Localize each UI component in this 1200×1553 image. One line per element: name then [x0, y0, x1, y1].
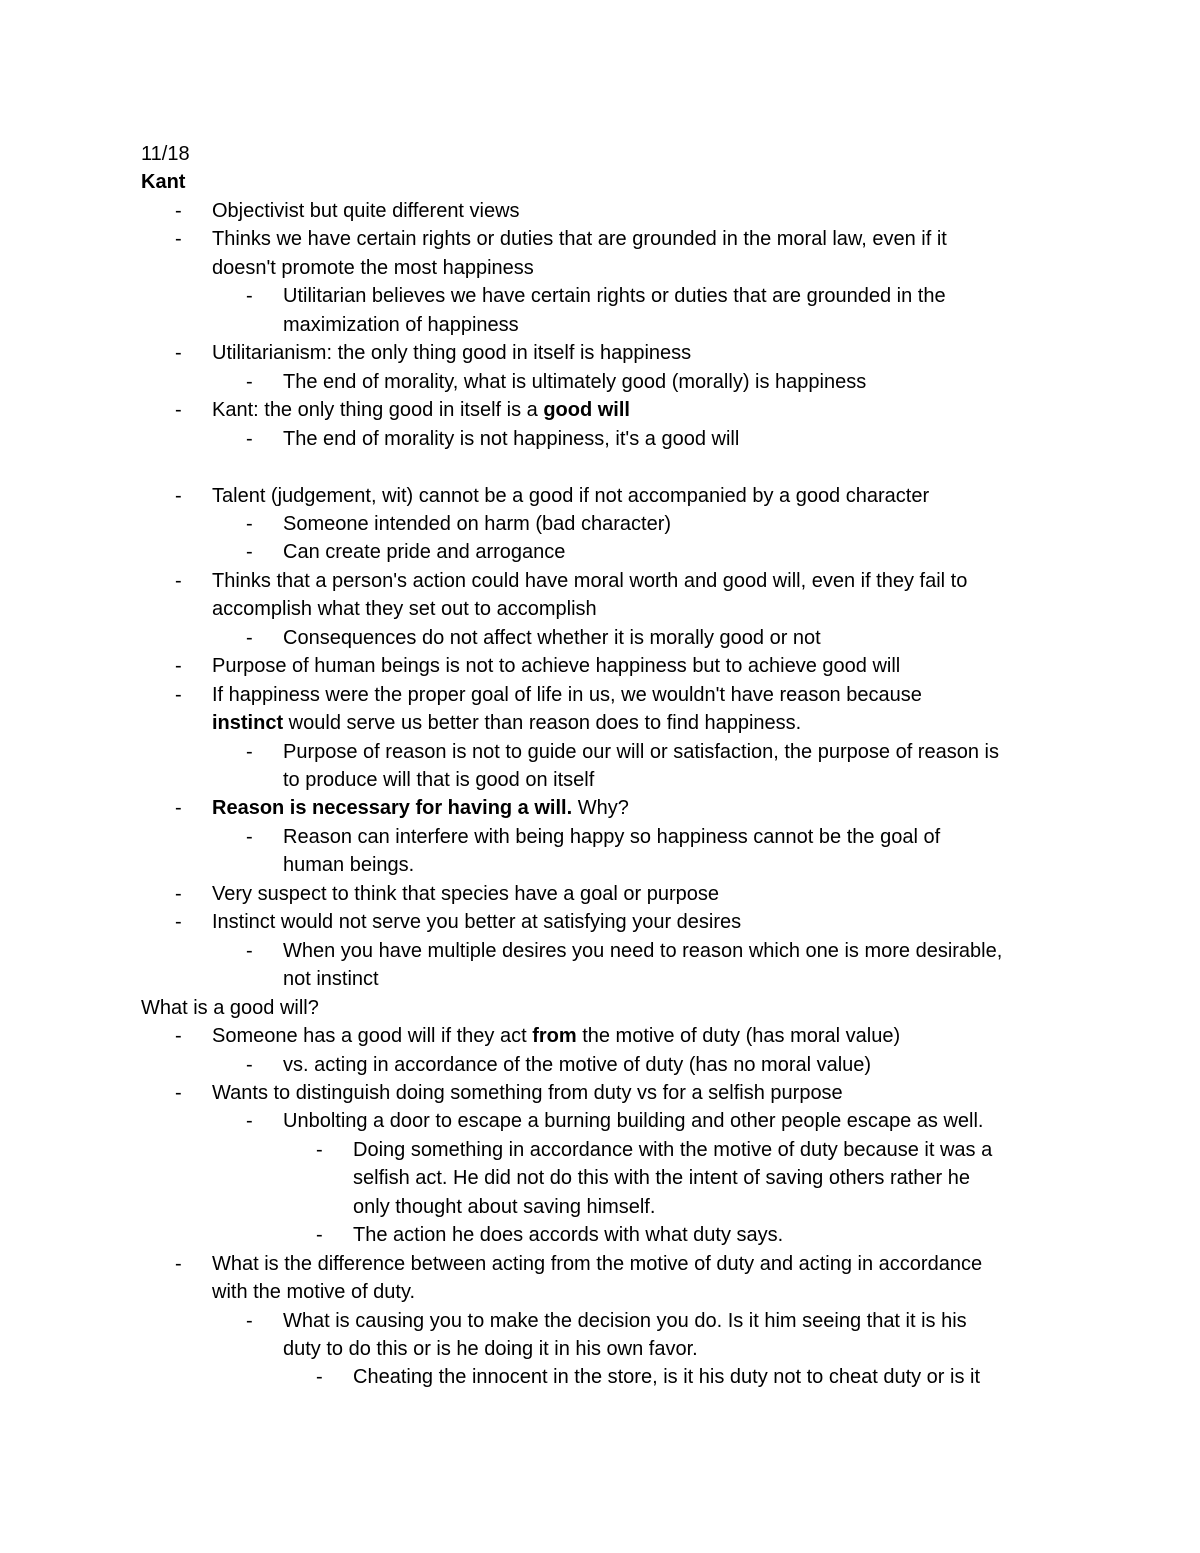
- note-line: [283, 1053, 871, 1077]
- text-span: Thinks we have certain rights or duties that are grounded in the moral law, even if it: [212, 228, 947, 250]
- note-line: [283, 512, 671, 536]
- text-span: Thinks that a person's action could have moral worth and good will, even if they fail to: [212, 570, 968, 592]
- bullet-dash: -: [175, 1082, 182, 1104]
- bullet-dash: -: [316, 1366, 323, 1388]
- note-line: [212, 1280, 415, 1304]
- note-line: [283, 939, 1002, 963]
- text-span: accomplish what they set out to accomplish: [212, 598, 597, 620]
- text-span: Reason can interfere with being happy so happiness cannot be the goal of: [283, 826, 941, 848]
- text-span: Purpose of human beings is not to achieve happiness but to achieve good will: [212, 655, 901, 677]
- bullet-dash: -: [175, 1025, 182, 1047]
- bullet-dash: -: [246, 513, 253, 535]
- text-span: What is the difference between acting from the motive of duty and acting in accordance: [212, 1253, 983, 1275]
- text-span: Purpose of reason is not to guide our will or satisfaction, the purpose of reason is: [283, 741, 999, 763]
- text-span: Doing something in accordance with the motive of duty because it was a: [353, 1139, 993, 1161]
- note-line: [283, 540, 565, 564]
- section-heading: Kant: [141, 171, 186, 193]
- text-span: Instinct would not serve you better at satisfying your desires: [212, 911, 742, 933]
- note-line: [283, 370, 866, 394]
- note-line: [212, 683, 922, 707]
- text-span: the motive of duty (has moral value): [576, 1025, 901, 1047]
- note-line: [283, 626, 821, 650]
- note-line: [283, 967, 379, 991]
- text-span: Utilitarian believes we have certain rights or duties that are grounded in the: [283, 285, 946, 307]
- note-line: [212, 796, 629, 820]
- note-line: [212, 199, 520, 223]
- bullet-dash: -: [175, 797, 182, 819]
- bullet-dash: -: [246, 741, 253, 763]
- bullet-dash: -: [246, 1110, 253, 1132]
- text-span: to produce will that is good on itself: [283, 769, 595, 791]
- bullet-dash: -: [175, 342, 182, 364]
- note-line: [283, 313, 519, 337]
- text-span: would serve us better than reason does to find happiness.: [283, 712, 802, 734]
- bullet-dash: -: [175, 655, 182, 677]
- bold-text: instinct: [212, 712, 284, 734]
- text-span: The action he does accords with what duty says.: [353, 1224, 784, 1246]
- bullet-dash: -: [175, 911, 182, 933]
- note-line: [283, 825, 940, 849]
- text-span: selfish act. He did not do this with the intent of saving others rather he: [353, 1167, 971, 1189]
- subheading: [141, 996, 319, 1020]
- bullet-dash: -: [175, 883, 182, 905]
- note-line: [353, 1365, 980, 1389]
- bullet-dash: -: [175, 684, 182, 706]
- note-line: [212, 256, 534, 280]
- text-span: What is a good will?: [141, 997, 319, 1019]
- bullet-dash: -: [246, 940, 253, 962]
- note-line: [283, 284, 946, 308]
- note-line: [283, 853, 414, 877]
- text-span: Cheating the innocent in the store, is it his duty not to cheat duty or is it: [353, 1366, 981, 1388]
- text-span: Objectivist but quite different views: [212, 200, 520, 222]
- bullet-dash: -: [246, 1054, 253, 1076]
- text-span: with the motive of duty.: [212, 1281, 416, 1303]
- note-line: [283, 427, 739, 451]
- bullet-dash: -: [246, 428, 253, 450]
- bullet-dash: -: [246, 371, 253, 393]
- bullet-dash: -: [175, 485, 182, 507]
- note-line: [353, 1223, 783, 1247]
- note-line: [212, 910, 741, 934]
- text-span: Talent (judgement, wit) cannot be a good if not accompanied by a good character: [212, 485, 930, 507]
- text-span: Very suspect to think that species have a goal or purpose: [212, 883, 719, 905]
- note-line: [353, 1138, 992, 1162]
- text-span: Someone intended on harm (bad character): [283, 513, 672, 535]
- text-span: Kant: the only thing good in itself is a: [212, 399, 544, 421]
- text-span: When you have multiple desires you need to reason which one is more desirable,: [283, 940, 1003, 962]
- note-line: [283, 1109, 984, 1133]
- text-span: maximization of happiness: [283, 314, 519, 336]
- bullet-dash: -: [246, 285, 253, 307]
- text-span: human beings.: [283, 854, 415, 876]
- note-line: [353, 1195, 655, 1219]
- bullet-dash: -: [316, 1139, 323, 1161]
- text-span: The end of morality is not happiness, it's a good will: [283, 428, 740, 450]
- note-line: [283, 740, 999, 764]
- text-span: Consequences do not affect whether it is morally good or not: [283, 627, 821, 649]
- text-span: If happiness were the proper goal of life in us, we wouldn't have reason because: [212, 684, 922, 706]
- date-label: 11/18: [141, 143, 190, 165]
- text-span: only thought about saving himself.: [353, 1196, 656, 1218]
- bullet-dash: -: [246, 826, 253, 848]
- text-span: Why?: [572, 797, 629, 819]
- text-span: duty to do this or is he doing it in his own favor.: [283, 1338, 698, 1360]
- bullet-dash: -: [316, 1224, 323, 1246]
- text-span: vs. acting in accordance of the motive of duty (has no moral value): [283, 1054, 872, 1076]
- note-line: [212, 1252, 982, 1276]
- text-span: Someone has a good will if they act: [212, 1025, 533, 1047]
- text-span: Wants to distinguish doing something from duty vs for a selfish purpose: [212, 1082, 843, 1104]
- note-line: [212, 597, 597, 621]
- note-line: [212, 882, 719, 906]
- note-line: [212, 654, 900, 678]
- bullet-dash: -: [246, 1310, 253, 1332]
- text-span: Can create pride and arrogance: [283, 541, 566, 563]
- note-line: [212, 1024, 900, 1048]
- text-span: Utilitarianism: the only thing good in itself is happiness: [212, 342, 692, 364]
- bullet-dash: -: [175, 570, 182, 592]
- bullet-dash: -: [175, 228, 182, 250]
- note-line: [283, 1309, 967, 1333]
- note-line: [212, 569, 967, 593]
- text-span: not instinct: [283, 968, 379, 990]
- bullet-dash: -: [175, 200, 182, 222]
- note-line: [212, 711, 801, 735]
- note-line: [212, 1081, 843, 1105]
- bullet-dash: -: [175, 1253, 182, 1275]
- bold-text: from: [532, 1025, 577, 1047]
- note-line: [353, 1166, 970, 1190]
- bullet-dash: -: [175, 399, 182, 421]
- note-line: [283, 768, 594, 792]
- note-line: [212, 341, 691, 365]
- bullet-dash: -: [246, 627, 253, 649]
- note-line: [283, 1337, 698, 1361]
- bullet-dash: -: [246, 541, 253, 563]
- note-line: [212, 227, 947, 251]
- text-span: Unbolting a door to escape a burning building and other people escape as well.: [283, 1110, 984, 1132]
- bold-text: Reason is necessary for having a will.: [212, 797, 573, 819]
- bold-text: good will: [543, 399, 630, 421]
- text-span: The end of morality, what is ultimately good (morally) is happiness: [283, 371, 867, 393]
- note-line: [212, 484, 929, 508]
- text-span: What is causing you to make the decision you do. Is it him seeing that it is his: [283, 1310, 967, 1332]
- text-span: doesn't promote the most happiness: [212, 257, 534, 279]
- note-line: [212, 398, 630, 422]
